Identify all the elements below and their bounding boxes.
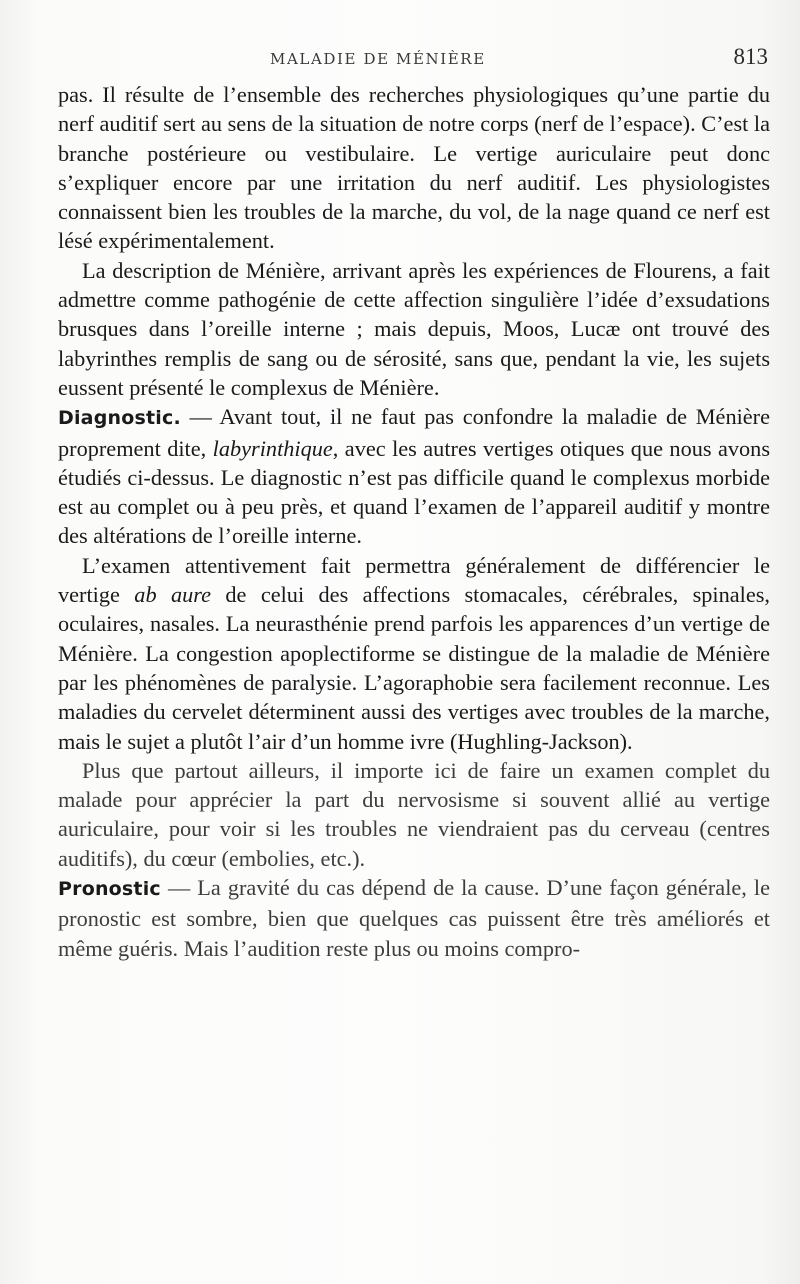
paragraph-physiology [58, 80, 770, 256]
body-text [58, 80, 770, 963]
paragraph-pronostic [58, 873, 770, 963]
section-heading-diagnostic: Diagnostic. [58, 407, 181, 430]
page-number: 813 [733, 44, 768, 69]
running-head [58, 44, 768, 74]
running-head-title: MALADIE DE MÉNIÈRE [270, 50, 486, 68]
paragraph-text: — Avant tout, il ne faut pas confondre la maladie de Ménière proprement dite, [58, 404, 770, 461]
paragraph-text: Plus que partout ailleurs, il importe ici de faire un examen complet du malade pour apprécier la part du nervosisme si souvent allié au vertige auriculaire, pour voir si les troubles ne viendraient pas du cerveau (centres auditifs), du cœur (embolies, etc.). [58, 757, 770, 871]
paragraph-text: de celui des affections stomacales, cérébrales, spinales, oculaires, nasales. La neurasthénie prend parfois les apparences d’un vertige de Ménière. La congestion apoplectiforme se distingue de la maladie de Ménière par les phénomènes de paralysie. L’agoraphobie sera facilement reconnue. Les maladies du cervelet déterminent aussi des vertiges avec troubles de la marche, mais le sujet a plutôt l’air d’un homme ivre (Hughling-Jackson). [58, 582, 770, 754]
paragraph-text: La description de Ménière, arrivant après les expériences de Flourens, a fait admettre comme pathogénie de cette affection singulière l’idée d’exsudations brusques dans l’oreille interne ; mais depuis, Moos, Lucæ ont trouvé des labyrinthes remplis de sang ou de sérosité, sans que, pendant la vie, les sujets eussent présenté le complexus de Ménière. [58, 257, 770, 400]
paragraph-text: — La gravité du cas dépend de la cause. D’une façon générale, le pronostic est sombre, bien que quelques cas puissent être très améliorés et même guéris. Mais l’audition reste plus ou moins compro- [58, 875, 770, 961]
paragraph-examination [58, 756, 770, 873]
paragraph-text: L’examen attentivement fait permettra généralement de différencier le vertige [58, 552, 770, 608]
paragraph-text: , avec les autres vertiges otiques que nous avons étudiés ci-dessus. Le diagnostic n’est pas difficile quand le complexus morbide est au complet ou à peu près, et quand l’examen de l’appareil auditif y montre des altérations de l’oreille interne. [58, 435, 770, 549]
paragraph-text: pas. Il résulte de l’ensemble des recherches physiologiques qu’une partie du nerf auditif sert au sens de la situation de notre corps (nerf de l’espace). C’est la branche postérieure ou vestibulaire. Le vertige auriculaire peut donc s’expliquer encore par une irritation du nerf auditif. Les physiologistes connaissent bien les troubles de la marche, du vol, de la nage quand ce nerf est lésé expérimentalement. [58, 82, 770, 254]
paragraph-differential [58, 551, 770, 756]
italic-term: ab aure [134, 582, 212, 608]
paragraph-pathogeny [58, 256, 770, 402]
italic-term: labyrinthique [212, 435, 333, 461]
paragraph-diagnostic [58, 402, 770, 550]
section-heading-pronostic: Pronostic [58, 878, 161, 901]
